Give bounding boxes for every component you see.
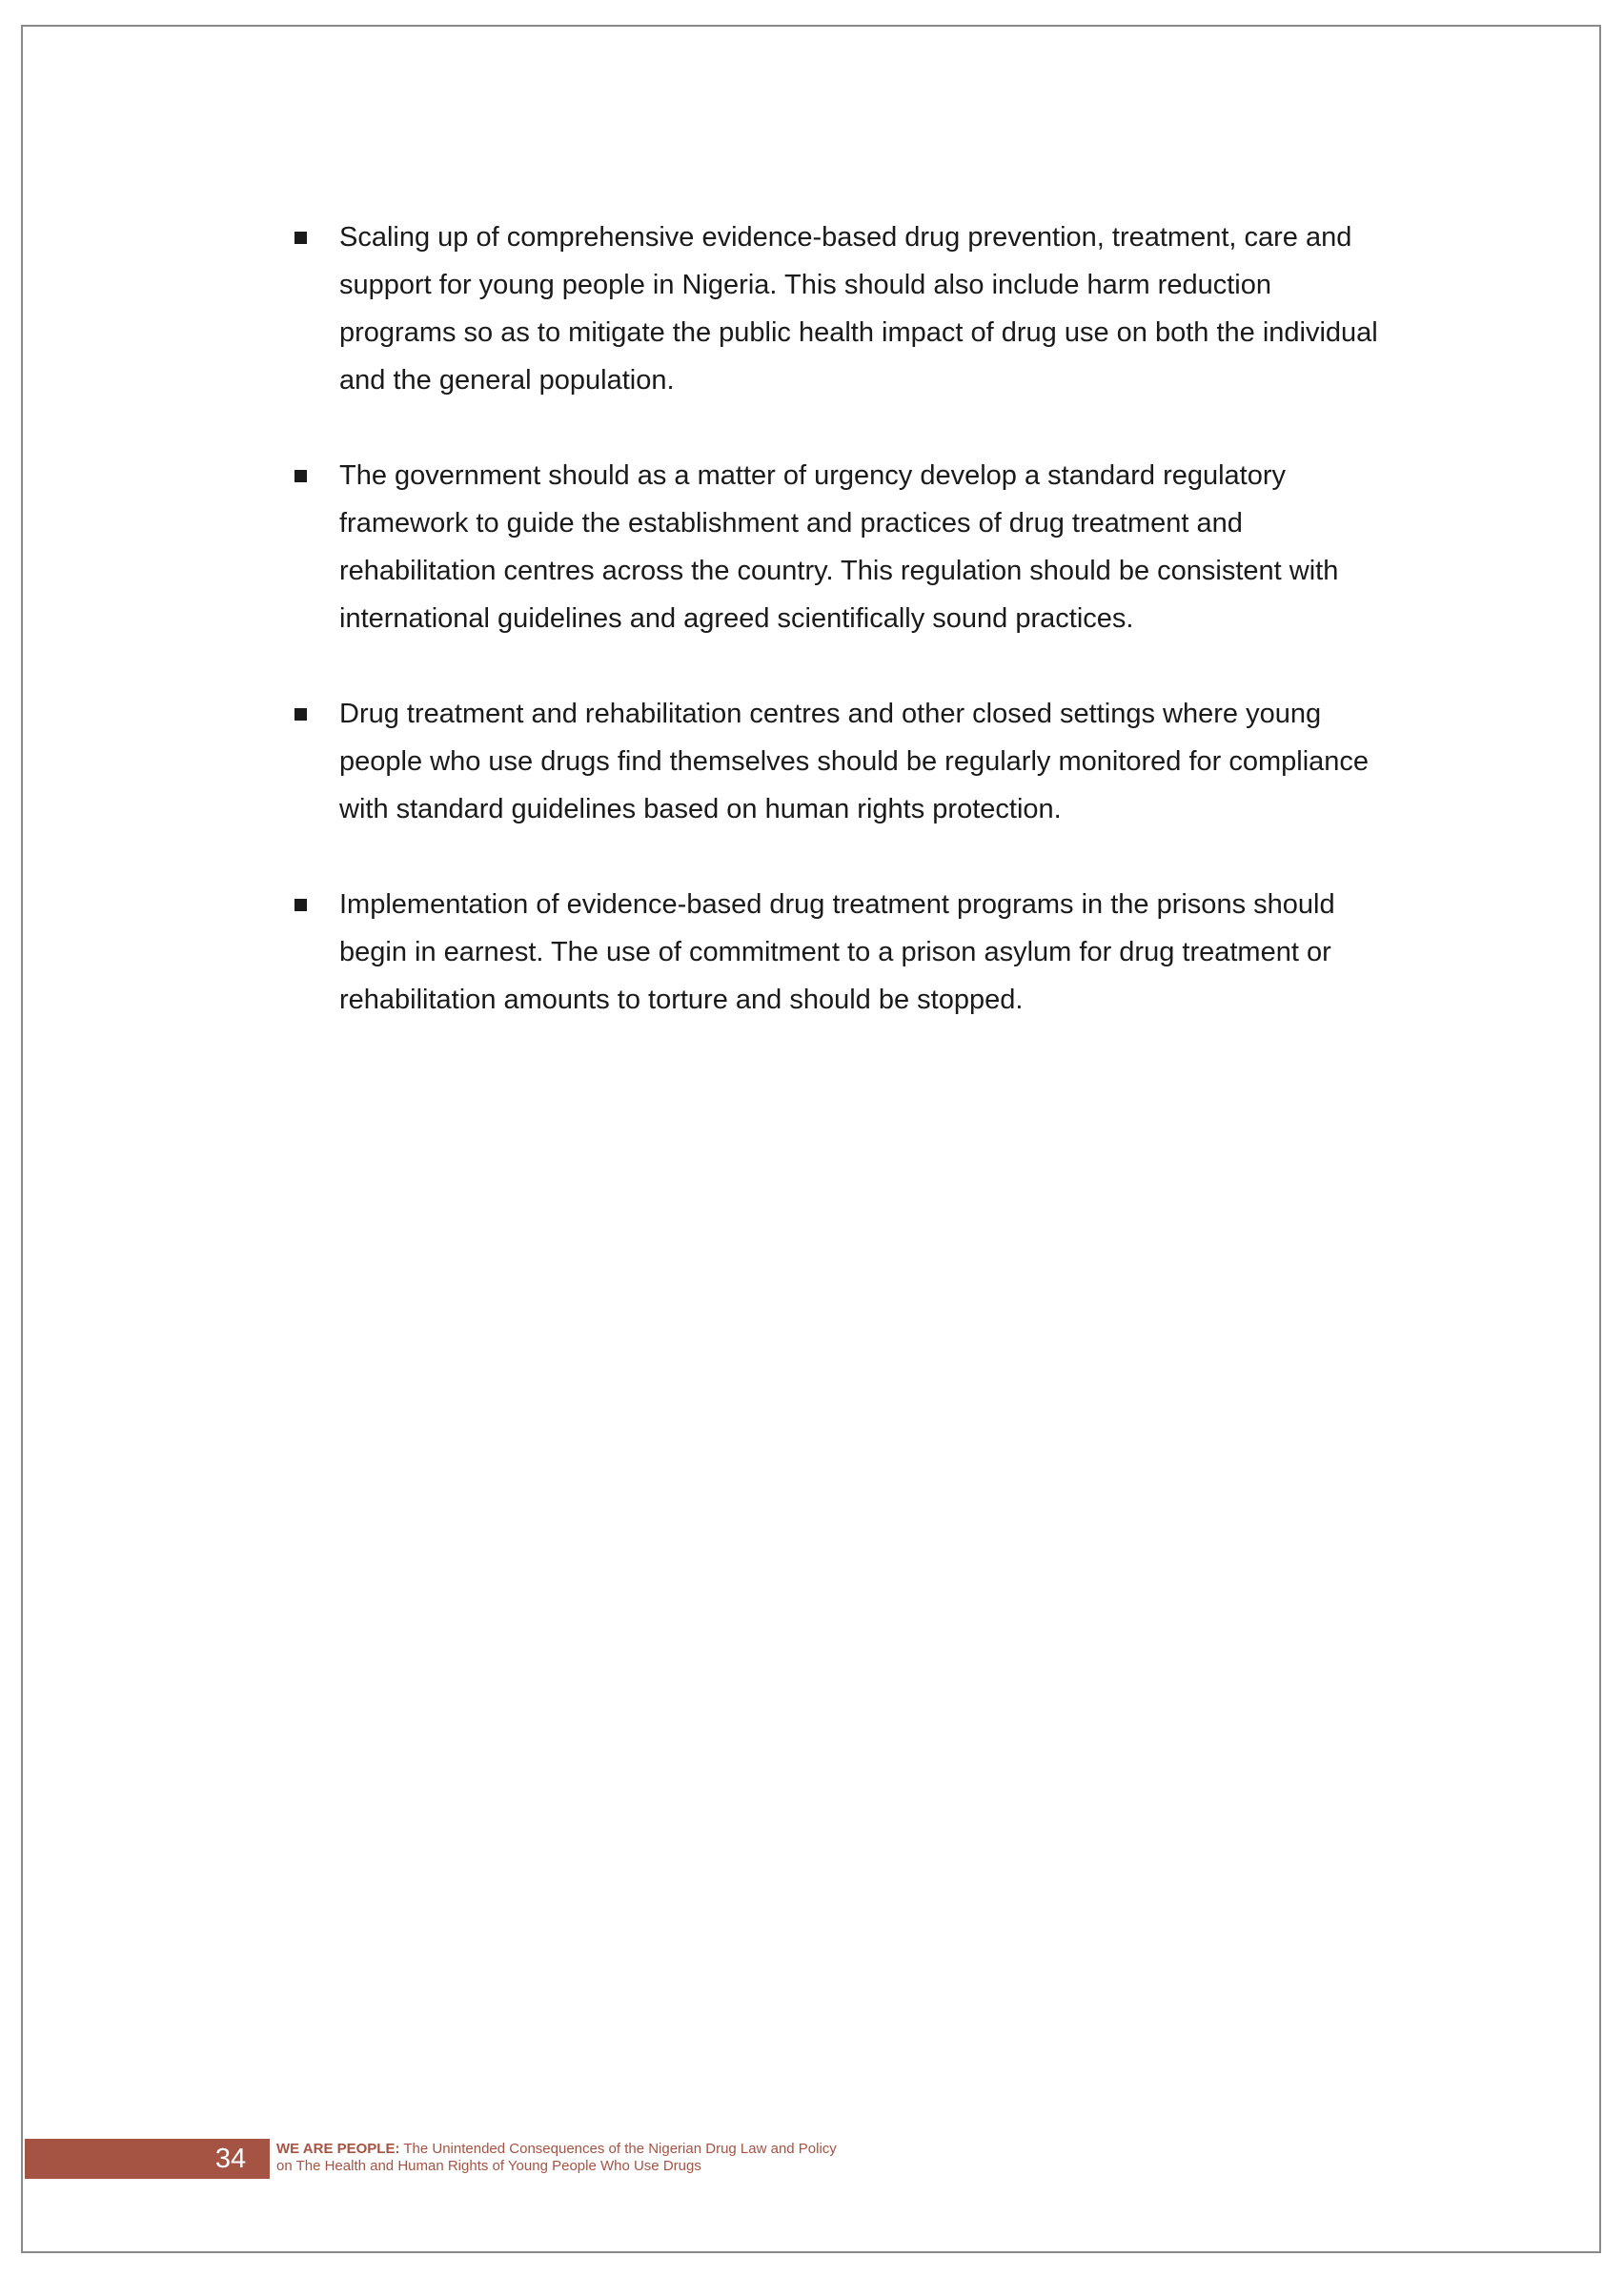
square-bullet-icon [294, 708, 307, 721]
footer-title-rest: The Unintended Consequences of the Nigerian Drug Law and Policy [399, 2141, 837, 2157]
list-item-text: The government should as a matter of urgency develop a standard regulatory framework to guide the establishment and practices of drug treatment and rehabilitation centres across the country. This regulation should be consistent with international guidelines and agreed scientifically sound practices. [339, 460, 1339, 634]
recommendations-list [286, 213, 1382, 1024]
footer-line-1 [276, 2141, 944, 2158]
list-item-text: Drug treatment and rehabilitation centres and other closed settings where young people who use drugs find themselves should be regularly monitored for compliance with standard guidelines based on human rights protection. [339, 699, 1370, 824]
page-number: 34 [214, 2144, 247, 2174]
list-item [286, 881, 1382, 1024]
list-item [286, 690, 1382, 833]
square-bullet-icon [294, 232, 307, 244]
list-item-text: Implementation of evidence-based drug treatment programs in the prisons should begin in earnest. The use of commitment to a prison asylum for drug treatment or rehabilitation amounts to torture and should be stopped. [339, 889, 1335, 1015]
list-item [286, 452, 1382, 642]
list-item [286, 213, 1382, 404]
footer-subtitle: on The Health and Human Rights of Young People Who Use Drugs [276, 2158, 701, 2174]
main-content [286, 213, 1382, 1071]
square-bullet-icon [294, 470, 307, 482]
footer-title-strong: WE ARE PEOPLE: [276, 2141, 400, 2157]
footer-title [276, 2141, 944, 2175]
list-item-text: Scaling up of comprehensive evidence-based drug prevention, treatment, care and support for young people in Nigeria. This should also include harm reduction programs so as to mitigate the public health impact of drug use on both the individual and the general population. [339, 222, 1378, 396]
square-bullet-icon [294, 899, 307, 911]
